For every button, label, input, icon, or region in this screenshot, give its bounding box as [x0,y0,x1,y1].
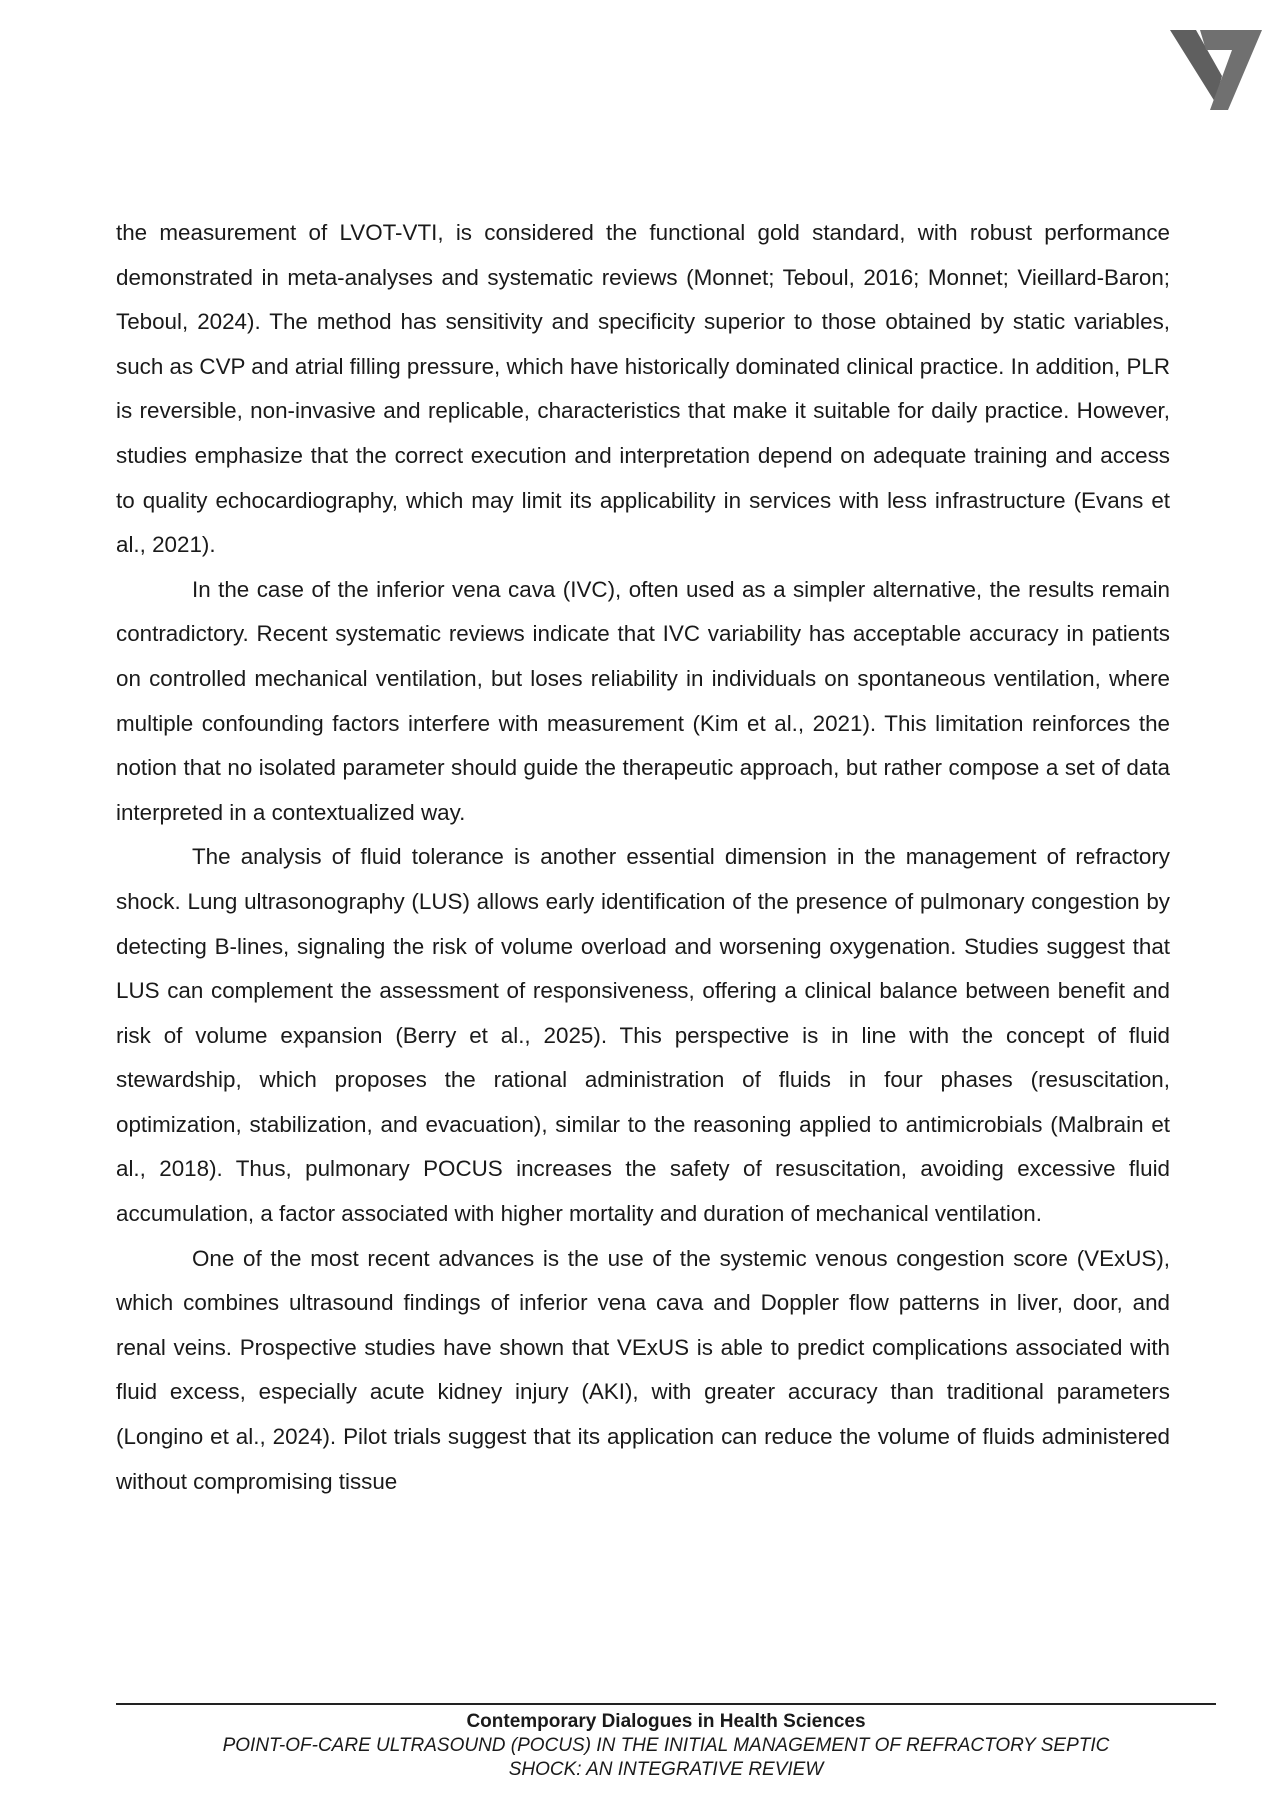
paragraph-2: In the case of the inferior vena cava (IVC), often used as a simpler alternative, the results remain contradictory. Recent systematic reviews indicate that IVC variability has acceptable accuracy in patients on controlled mechanical ventilation, but loses reliability in individuals on spontaneous ventilation, where multiple confounding factors interfere with measurement (Kim et al., 2021). This limitation reinforces the notion that no isolated parameter should guide the therapeutic approach, but rather compose a set of data interpreted in a contextualized way. [116,576,1170,825]
paragraph-3: The analysis of fluid tolerance is another essential dimension in the management of refractory shock. Lung ultrasonography (LUS) allows early identification of the presence of pulmonary congestion by detecting B-lines, signaling the risk of volume overload and worsening oxygenation. Studies suggest that LUS can complement the assessment of responsiveness, offering a clinical balance between benefit and risk of volume expansion (Berry et al., 2025). This perspective is in line with the concept of fluid stewardship, which proposes the rational administration of fluids in four phases (resuscitation, optimization, stabilization, and evacuation), similar to the reasoning applied to antimicrobials (Malbrain et al., 2018). Thus, pulmonary POCUS increases the safety of resuscitation, avoiding excessive fluid accumulation, a factor associated with higher mortality and duration of mechanical ventilation. [116,844,1170,1227]
article-title-line-1: POINT-OF-CARE ULTRASOUND (POCUS) IN THE INITIAL MANAGEMENT OF REFRACTORY SEPTIC [222,1735,1110,1756]
journal-name: Contemporary Dialogues in Health Sciences [466,1711,866,1732]
article-title-line-2: SHOCK: AN INTEGRATIVE REVIEW [508,1759,824,1780]
v7-logo-icon [1170,26,1262,110]
paragraph-1: the measurement of LVOT-VTI, is considered the functional gold standard, with robust performance demonstrated in meta-analyses and systematic reviews (Monnet; Teboul, 2016; Monnet; Vieillard-Baron; Teboul, 2024). The method has sensitivity and specificity superior to those obtained by static variables, such as CVP and atrial filling pressure, which have historically dominated clinical practice. In addition, PLR is reversible, non-invasive and replicable, characteristics that make it suitable for daily practice. However, studies emphasize that the correct execution and interpretation depend on adequate training and access to quality echocardiography, which may limit its applicability in services with less infrastructure (Evans et al., 2021). [116,220,1170,558]
page-footer [116,1710,1216,1782]
article-body [116,211,1170,1504]
paragraph-4: One of the most recent advances is the use of the systemic venous congestion score (VExUS), which combines ultrasound findings of inferior vena cava and Doppler flow patterns in liver, door, and renal veins. Prospective studies have shown that VExUS is able to predict complications associated with fluid excess, especially acute kidney injury (AKI), with greater accuracy than traditional parameters (Longino et al., 2024). Pilot trials suggest that its application can reduce the volume of fluids administered without compromising tissue [116,1245,1170,1494]
footer-divider [116,1703,1216,1705]
